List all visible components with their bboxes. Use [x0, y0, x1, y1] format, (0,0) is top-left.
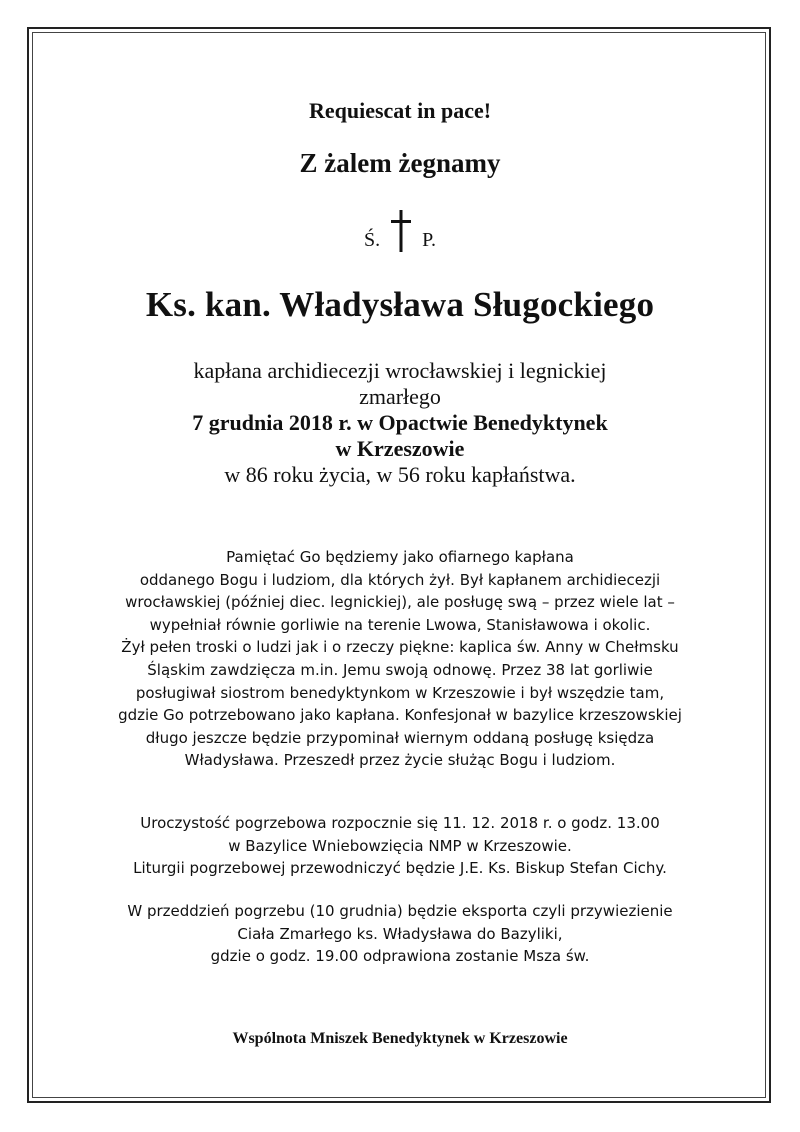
- eve-line: W przeddzień pogrzebu (10 grudnia) będzie eksporta czyli przywiezienie: [127, 902, 673, 920]
- heading: Requiescat in pace!: [308, 98, 492, 123]
- memorial-line: Pamiętać Go będziemy jako ofiarnego kapłana: [226, 548, 574, 566]
- memorial-line: Władysława. Przeszedł przez życie służąc Bogu i ludziom.: [184, 751, 616, 770]
- memorial-line: oddanego Bogu i ludziom, dla których żył. Był kapłanem archidiecezji: [139, 570, 661, 589]
- funeral-info: [0, 812, 800, 880]
- info-line-1: kapłana archidiecezji wrocławskiej i legnickiej: [193, 358, 607, 383]
- memorial-text: [0, 546, 800, 772]
- memorial-line: wypełniał równie gorliwie na terenie Lwowa, Stanisławowa i okolic.: [149, 615, 651, 634]
- signature: Wspólnota Mniszek Benedyktynek w Krzeszowie: [232, 1030, 568, 1047]
- info-line-4: w Krzeszowie: [335, 436, 465, 461]
- info-line-3: 7 grudnia 2018 r. w Opactwie Benedyktynek: [192, 410, 608, 435]
- sp-left: Ś.: [363, 229, 381, 251]
- cross-icon: [388, 210, 414, 252]
- memorial-line: Śląskim zawdzięcza m.in. Jemu swoją odnowę. Przez 38 lat gorliwie: [147, 660, 653, 679]
- info-line-5: w 86 roku życia, w 56 roku kapłaństwa.: [224, 462, 576, 487]
- memorial-line: długo jeszcze będzie przypominał wiernym oddaną posługę księdza: [145, 728, 655, 747]
- info-block: [0, 358, 800, 488]
- memorial-line: posługiwał siostrom benedyktynkom w Krzeszowie i był wszędzie tam,: [135, 683, 665, 702]
- eve-info: [0, 900, 800, 968]
- memorial-line: Żył pełen troski o ludzi jak i o rzeczy piękne: kaplica św. Anny w Chełmsku: [121, 638, 679, 657]
- funeral-line: w Bazylice Wniebowzięcia NMP w Krzeszowie.: [228, 836, 572, 855]
- funeral-line: Uroczystość pogrzebowa rozpocznie się 11. 12. 2018 r. o godz. 13.00: [140, 814, 660, 832]
- funeral-line: Liturgii pogrzebowej przewodniczyć będzie J.E. Ks. Biskup Stefan Cichy.: [133, 859, 667, 878]
- sp-right: P.: [422, 229, 437, 251]
- memorial-line: wrocławskiej (później diec. legnickiej), ale posługę swą – przez wiele lat –: [125, 593, 675, 612]
- memorial-line: gdzie Go potrzebowano jako kapłana. Konfesjonał w bazylice krzeszowskiej: [118, 706, 682, 725]
- sp-row: [0, 210, 800, 254]
- eve-line: gdzie o godz. 19.00 odprawiona zostanie Msza św.: [210, 947, 590, 966]
- info-line-2: zmarłego: [359, 384, 441, 409]
- eve-line: Ciała Zmarłego ks. Władysława do Bazyliki,: [237, 924, 563, 943]
- subheading: Z żalem żegnamy: [299, 148, 501, 178]
- deceased-name: Ks. kan. Władysława Sługockiego: [145, 285, 655, 324]
